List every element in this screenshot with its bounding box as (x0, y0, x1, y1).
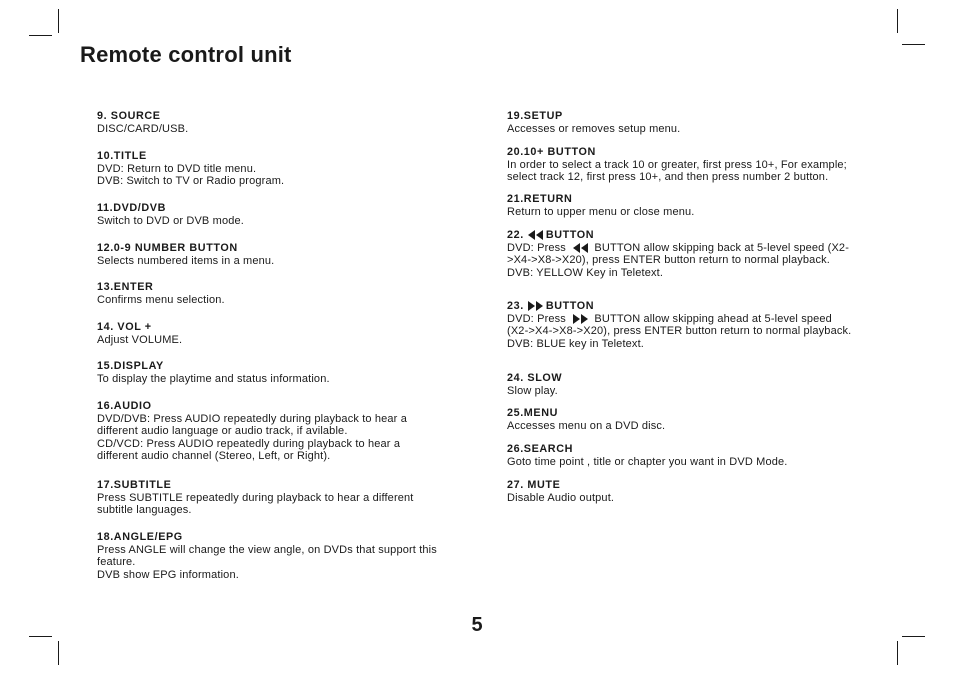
rewind-heading (507, 229, 887, 242)
display-description (97, 373, 467, 386)
heading-label: BUTTON (545, 229, 595, 241)
description-line: DISC/CARD/USB. (97, 122, 189, 135)
description-line: To display the playtime and status information. (97, 372, 330, 385)
fast-forward-icon (573, 314, 588, 324)
slow-item (507, 372, 887, 397)
description-line: Goto time point , title or chapter you want in DVD Mode. (507, 455, 788, 468)
dvd-dvb-heading: 11.DVD/DVB (97, 202, 167, 214)
slow-description (507, 385, 887, 398)
setup-description (507, 123, 887, 136)
heading-number: 23. (507, 300, 524, 312)
fast-forward-item (507, 300, 887, 350)
return-description (507, 206, 887, 219)
description-line: DVD/DVB: Press AUDIO repeatedly during playback to hear a different audio language or audio track, if avilable. (97, 412, 407, 438)
subtitle-description (97, 492, 452, 517)
audio-description (97, 413, 442, 463)
volume-description (97, 334, 467, 347)
description-line: DVB: BLUE key in Teletext. (507, 337, 644, 350)
description-line: Adjust VOLUME. (97, 333, 183, 346)
menu-item (507, 407, 887, 432)
description-line: In order to select a track 10 or greater, first press 10+, For example; select track 12, first press 10+, and then press number 2 button. (507, 158, 847, 184)
ten-plus-item (507, 146, 887, 184)
rewind-icon (573, 243, 588, 253)
dvd-dvb-item (97, 202, 467, 227)
mute-heading: 27. MUTE (507, 479, 561, 491)
subtitle-heading: 17.SUBTITLE (97, 479, 172, 491)
description-line: DVB: Switch to TV or Radio program. (97, 175, 285, 188)
crop-mark-top-right-horizontal (902, 44, 925, 45)
enter-item (97, 281, 467, 306)
subtitle-item (97, 479, 467, 517)
angle-epg-description (97, 544, 465, 582)
title-description (97, 163, 467, 188)
source-heading: 9. SOURCE (97, 110, 161, 122)
dvd-dvb-description (97, 215, 467, 228)
return-heading: 21.RETURN (507, 193, 573, 205)
description-line: Confirms menu selection. (97, 293, 225, 306)
heading-label: BUTTON (545, 300, 595, 312)
description-line: DVB show EPG information. (97, 568, 239, 581)
description-line: Press SUBTITLE repeatedly during playback to hear a different subtitle languages. (97, 491, 414, 517)
volume-heading: 14. VOL + (97, 321, 152, 333)
search-heading: 26.SEARCH (507, 443, 574, 455)
enter-heading: 13.ENTER (97, 281, 154, 293)
number-button-description (97, 255, 467, 268)
description-line: Disable Audio output. (507, 491, 615, 504)
number-button-heading: 12.0-9 NUMBER BUTTON (97, 242, 238, 254)
audio-heading: 16.AUDIO (97, 400, 152, 412)
search-item (507, 443, 887, 468)
description-line: CD/VCD: Press AUDIO repeatedly during playback to hear a different audio channel (Stereo, Left, or Right). (97, 437, 401, 463)
source-description (97, 123, 467, 136)
rewind-icon (528, 230, 543, 240)
volume-item (97, 321, 467, 346)
return-item (507, 193, 887, 218)
title-heading: 10.TITLE (97, 150, 147, 162)
title-item (97, 150, 467, 188)
description-line: Press ANGLE will change the view angle, on DVDs that support this feature. (97, 543, 437, 569)
description-line: DVB: YELLOW Key in Teletext. (507, 266, 664, 279)
crop-mark-top-right-vertical (897, 9, 898, 33)
search-description (507, 456, 887, 469)
crop-mark-top-left-vertical (58, 9, 59, 33)
description-line: Accesses or removes setup menu. (507, 122, 681, 135)
crop-mark-top-left-horizontal (29, 35, 52, 36)
description-text: DVD: Press (507, 312, 566, 325)
setup-heading: 19.SETUP (507, 110, 563, 122)
fast-forward-description (507, 313, 852, 351)
slow-heading: 24. SLOW (507, 372, 563, 384)
ten-plus-description (507, 159, 877, 184)
mute-description (507, 492, 887, 505)
source-item (97, 110, 467, 135)
description-text: DVD: Press (507, 241, 566, 254)
display-heading: 15.DISPLAY (97, 360, 164, 372)
description-line: Switch to DVD or DVB mode. (97, 214, 244, 227)
number-button-item (97, 242, 467, 267)
description-line: DVD: Return to DVD title menu. (97, 162, 257, 175)
menu-description (507, 420, 887, 433)
angle-epg-heading: 18.ANGLE/EPG (97, 531, 183, 543)
enter-description (97, 294, 467, 307)
rewind-description (507, 242, 852, 280)
page-title: Remote control unit (80, 42, 292, 67)
description-line: Return to upper menu or close menu. (507, 205, 695, 218)
description-text: BUTTON allow skipping ahead at 5-level speed (X2->X4->X8->X20), press ENTER button return to normal playback. (507, 312, 852, 338)
description-line: Slow play. (507, 384, 558, 397)
description-text: BUTTON allow skipping back at 5-level speed (X2->X4->X8->X20), press ENTER button return to normal playback. (507, 241, 850, 267)
page-number: 5 (471, 614, 483, 636)
description-line (507, 242, 852, 267)
audio-item (97, 400, 467, 463)
description-line: Accesses menu on a DVD disc. (507, 419, 666, 432)
heading-number: 22. (507, 229, 524, 241)
ten-plus-heading: 20.10+ BUTTON (507, 146, 596, 158)
crop-mark-bottom-right-vertical (897, 641, 898, 665)
fast-forward-heading (507, 300, 887, 313)
fast-forward-icon (528, 301, 543, 311)
angle-epg-item (97, 531, 467, 581)
rewind-item (507, 229, 887, 279)
setup-item (507, 110, 887, 135)
mute-item (507, 479, 887, 504)
menu-heading: 25.MENU (507, 407, 558, 419)
description-line: Selects numbered items in a menu. (97, 254, 275, 267)
display-item (97, 360, 467, 385)
crop-mark-bottom-left-vertical (58, 641, 59, 665)
description-line (507, 313, 852, 338)
